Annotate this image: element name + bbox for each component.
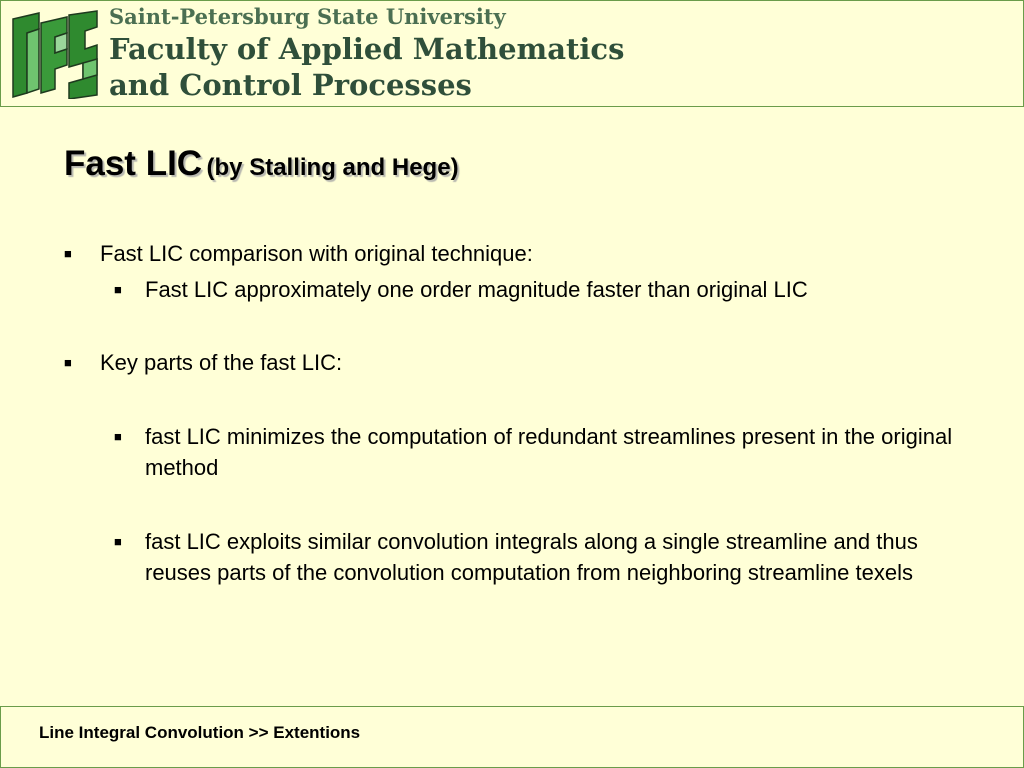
faculty-name-line2: and Control Processes — [109, 68, 472, 102]
bullet-text: Fast LIC comparison with original technique: — [100, 241, 533, 266]
bullet-marker-icon: ■ — [64, 355, 72, 370]
bullet-text: fast LIC exploits similar convolution integrals along a single streamline and thus reuses parts of the convolution computation from neighboring streamline texels — [145, 529, 918, 585]
slide-title-subtitle: (by Stalling and Hege) — [206, 154, 459, 181]
footer-bar — [0, 706, 1024, 768]
bullet-text: Key parts of the fast LIC: — [100, 350, 343, 375]
sub-bullet-item — [114, 421, 975, 483]
sub-bullet-item — [114, 274, 975, 305]
footer-text: Line Integral Convolution >> Extentions — [39, 723, 361, 742]
header-banner — [0, 0, 1024, 107]
bullet-marker-icon: ■ — [114, 282, 122, 297]
bullet-marker-icon: ■ — [64, 246, 72, 261]
slide-title — [64, 144, 459, 184]
bullet-item — [64, 347, 980, 378]
slide-title-main: Fast LIC — [64, 144, 203, 183]
faculty-name-line1: Faculty of Applied Mathematics — [109, 32, 625, 66]
bullet-item — [64, 238, 980, 269]
university-name: Saint-Petersburg State University — [109, 4, 506, 29]
faculty-logo-icon — [9, 9, 101, 99]
header-text — [109, 3, 624, 103]
bullet-marker-icon: ■ — [114, 534, 122, 549]
bullet-marker-icon: ■ — [114, 429, 122, 444]
bullet-text: fast LIC minimizes the computation of redundant streamlines present in the original method — [145, 424, 953, 480]
bullet-text: Fast LIC approximately one order magnitude faster than original LIC — [145, 277, 808, 302]
sub-bullet-item — [114, 526, 975, 588]
